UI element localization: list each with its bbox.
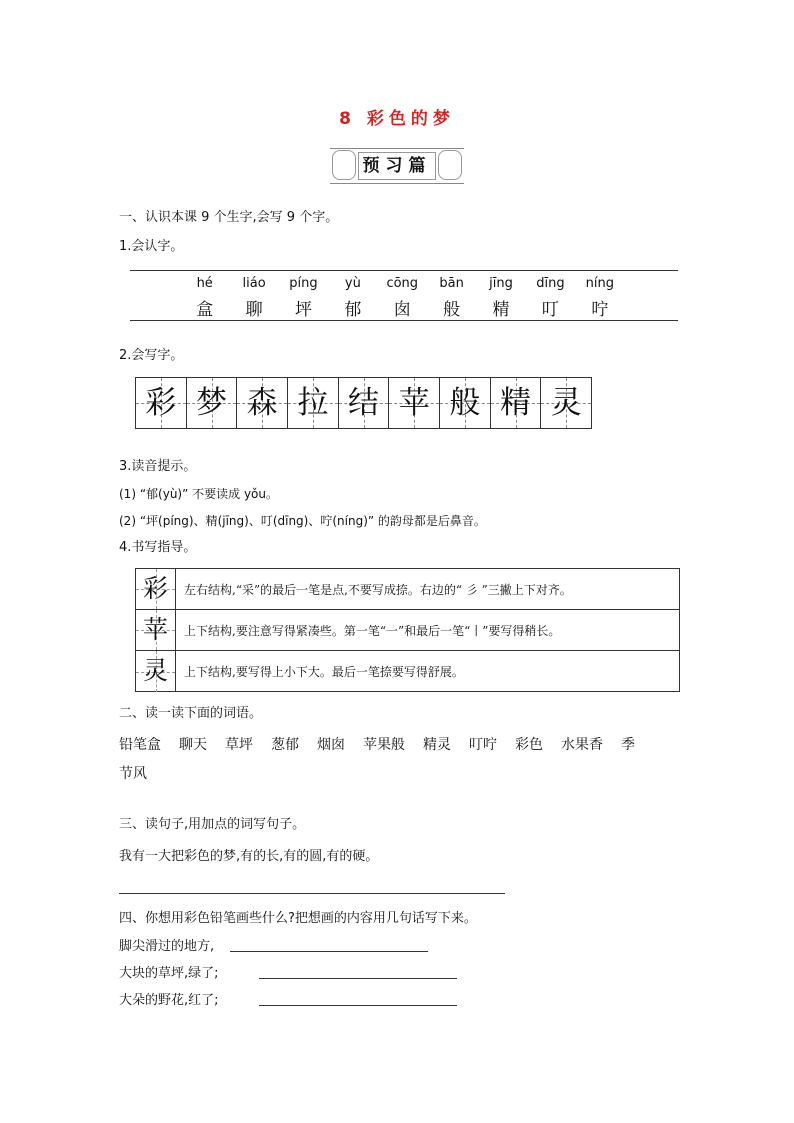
writing-grid-cell (136, 378, 187, 428)
writing-grid (135, 377, 592, 429)
sub-heading-recognize: 1.会认字。 (119, 239, 184, 254)
pinyin: dīng (536, 276, 565, 291)
recognize-char-cell (575, 276, 624, 320)
grid-char: 梦 (196, 385, 227, 421)
guide-char: 灵 (142, 656, 168, 685)
writing-guide-row (136, 651, 679, 692)
grid-char: 结 (348, 385, 380, 421)
guide-char-box (136, 651, 176, 692)
grid-char: 彩 (145, 385, 177, 421)
word-item: 铅笔盒 (119, 737, 161, 753)
sub-heading-write: 2.会写字。 (119, 348, 184, 363)
hanzi: 郁 (344, 300, 362, 320)
answer-blank-4-2[interactable] (259, 978, 457, 979)
pinyin: níng (585, 276, 614, 291)
pinyin: yù (344, 276, 361, 291)
guide-text: 上下结构,要注意写得紧凑些。第一笔“一”和最后一笔“丨”要写得稍长。 (184, 624, 561, 638)
recognize-char-cell (476, 276, 525, 320)
pronunciation-tip-2: (2) “坪(píng)、精(jīng)、叮(dīng)、咛(níng)” 的韵母都是后鼻音。 (119, 514, 486, 528)
guide-char-box (136, 610, 176, 650)
hanzi: 盒 (196, 300, 214, 320)
word-item: 水果香 (561, 737, 603, 753)
prompt-line-3: 大朵的野花,红了; (119, 993, 219, 1008)
banner-ornament-left (332, 150, 356, 180)
word-list-line-1 (119, 731, 679, 760)
writing-grid-cell (237, 378, 288, 428)
word-item: 葱郁 (271, 737, 299, 753)
section-3-sentence: 我有一大把彩色的梦,有的长,有的圆,有的硬。 (119, 849, 379, 864)
word-item: 彩色 (515, 737, 543, 753)
hanzi: 般 (443, 300, 461, 320)
section-1-heading: 一、认识本课 9 个生字,会写 9 个字。 (119, 210, 339, 225)
recognize-char-cell (378, 276, 427, 320)
writing-grid-cell (288, 378, 339, 428)
guide-char-box (136, 569, 176, 609)
writing-guide-table (135, 568, 680, 692)
writing-grid-cell (339, 378, 390, 428)
guide-char: 苹 (142, 615, 168, 644)
word-item: 叮咛 (469, 737, 497, 753)
writing-grid-cell (541, 378, 591, 428)
pinyin: bān (439, 276, 464, 291)
hanzi: 精 (492, 300, 510, 320)
pinyin: jīng (489, 276, 513, 291)
prompt-line-1: 脚尖滑过的地方, (119, 939, 215, 954)
pinyin: píng (289, 276, 318, 291)
word-item: 草坪 (225, 737, 253, 753)
answer-blank-4-3[interactable] (259, 1005, 457, 1006)
recognize-char-cell (279, 276, 328, 320)
grid-char: 苹 (398, 385, 430, 421)
prompt-line-2: 大块的草坪,绿了; (119, 966, 219, 981)
writing-grid-cell (491, 378, 542, 428)
word-item: 苹果般 (363, 737, 405, 753)
pronunciation-tip-1: (1) “郁(yù)” 不要读成 yǒu。 (119, 487, 278, 501)
section-banner (330, 144, 464, 188)
recognize-char-cell (328, 276, 377, 320)
grid-char: 森 (246, 385, 278, 421)
recognize-char-cell (427, 276, 476, 320)
answer-blank-3[interactable] (119, 893, 505, 894)
guide-char: 彩 (142, 574, 168, 603)
banner-ornament-right (438, 150, 462, 180)
word-list-line-2: 节风 (119, 766, 147, 782)
hanzi: 聊 (245, 300, 263, 320)
section-4-heading: 四、你想用彩色铅笔画些什么?把想画的内容用几句话写下来。 (119, 911, 477, 926)
writing-grid-cell (440, 378, 491, 428)
hanzi: 叮 (541, 300, 559, 320)
grid-char: 灵 (550, 385, 582, 421)
guide-text: 上下结构,要写得上小下大。最后一笔捺要写得舒展。 (184, 665, 464, 679)
writing-grid-cell (389, 378, 440, 428)
table-bottom-rule (130, 320, 678, 321)
hanzi: 囱 (393, 300, 411, 320)
grid-char: 精 (500, 385, 532, 421)
grid-char: 般 (449, 385, 481, 421)
hanzi: 咛 (591, 300, 609, 320)
lesson-title: 8 彩色的梦 (339, 109, 455, 129)
section-3-heading: 三、读句子,用加点的词写句子。 (119, 817, 306, 832)
recognize-char-cell (180, 276, 229, 320)
word-item: 精灵 (423, 737, 451, 753)
sub-heading-writing-guide: 4.书写指导。 (119, 540, 197, 555)
word-item: 聊天 (179, 737, 207, 753)
pinyin: liáo (242, 276, 266, 291)
guide-text: 左右结构,“采”的最后一笔是点,不要写成捺。右边的“ 彡 ”三撇上下对齐。 (184, 583, 572, 597)
word-list (119, 731, 679, 789)
pinyin: hé (196, 276, 213, 291)
grid-char: 拉 (297, 385, 329, 421)
pinyin: cōng (386, 276, 419, 291)
sub-heading-pronunciation: 3.读音提示。 (119, 459, 197, 474)
writing-guide-row (136, 569, 679, 610)
table-top-rule (130, 270, 678, 271)
recognize-char-cell (526, 276, 575, 320)
answer-blank-4-1[interactable] (230, 951, 428, 952)
hanzi: 坪 (294, 300, 312, 320)
word-item: 烟囱 (317, 737, 345, 753)
recognize-char-cell (229, 276, 278, 320)
section-2-heading: 二、读一读下面的词语。 (119, 706, 263, 721)
banner-label: 预习篇 (358, 152, 436, 180)
word-item: 季 (621, 737, 635, 753)
recognize-char-row (180, 276, 630, 320)
writing-grid-cell (187, 378, 238, 428)
writing-guide-row (136, 610, 679, 651)
